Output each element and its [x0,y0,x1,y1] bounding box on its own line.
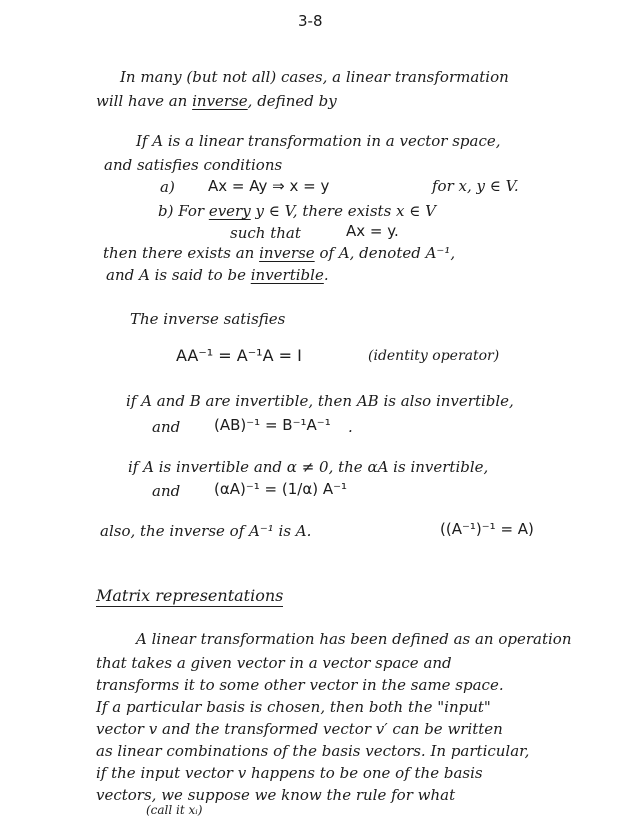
scalar-invertible-line: if A is invertible and α ≠ 0, the αA is invertible, [128,458,489,476]
condition-a-qualifier: for x, y ∈ V. [432,177,519,195]
double-inverse-line: also, the inverse of A⁻¹ is A. [100,522,312,540]
condition-b-label: b) [158,202,174,220]
condition-b-suffix: y ∈ V, there exists x ∈ V [255,202,436,220]
condition-b-line [158,202,436,220]
term-inverse-2: inverse [259,244,315,262]
said-prefix: and A is said to be [106,266,246,284]
product-and: and [152,418,181,436]
condition-a-label: a) [160,178,175,196]
term-invertible: invertible [250,266,324,284]
product-end: . [348,418,353,436]
term-inverse: inverse [192,92,248,110]
section-line-5: vector v and the transformed vector v′ can be written [96,720,503,738]
definition-then-line [103,244,455,262]
then-suffix: of A, denoted A⁻¹, [319,244,456,262]
double-inverse-equation: ((A⁻¹)⁻¹ = A) [440,520,534,538]
scalar-equation: (αA)⁻¹ = (1/α) A⁻¹ [214,480,348,498]
product-equation: (AB)⁻¹ = B⁻¹A⁻¹ [214,416,331,434]
section-line-3: transforms it to some other vector in the same space. [96,676,504,694]
section-line-1: A linear transformation has been defined as an operation [136,630,572,648]
definition-said-line [106,266,329,284]
intro-line-1: In many (but not all) cases, a linear transformation [120,68,509,86]
product-invertible-line: if A and B are invertible, then AB is also invertible, [126,392,514,410]
identity-equation: AA⁻¹ = A⁻¹A = I [176,346,302,365]
definition-conditions-line: and satisfies conditions [104,156,283,174]
section-line-7: if the input vector v happens to be one of the basis [96,764,483,782]
said-suffix: . [323,266,329,284]
then-prefix: then there exists an [103,244,255,262]
section-line-4: If a particular basis is chosen, then both the "input" [96,698,491,716]
intro-line-2-suffix: , defined by [247,92,337,110]
condition-b-line-2: such that [230,224,301,242]
section-line-2: that takes a given vector in a vector space and [96,654,452,672]
insert-note: (call it xᵢ) [146,803,203,817]
intro-line-2 [96,92,337,110]
definition-if-line: If A is a linear transformation in a vector space, [136,132,501,150]
term-every: every [208,202,251,220]
identity-note: (identity operator) [368,348,500,364]
condition-a-equation: Ax = Ay ⇒ x = y [208,177,330,195]
page-number: 3-8 [298,12,323,30]
intro-line-2-prefix: will have an [96,92,188,110]
properties-satisfies: The inverse satisfies [130,310,286,328]
scalar-and: and [152,482,181,500]
condition-b-equation: Ax = y. [346,222,399,240]
section-line-8: vectors, we suppose we know the rule for what [96,786,456,804]
condition-b-prefix: For [178,202,205,220]
section-line-6: as linear combinations of the basis vectors. In particular, [96,742,530,760]
section-heading: Matrix representations [96,586,284,605]
